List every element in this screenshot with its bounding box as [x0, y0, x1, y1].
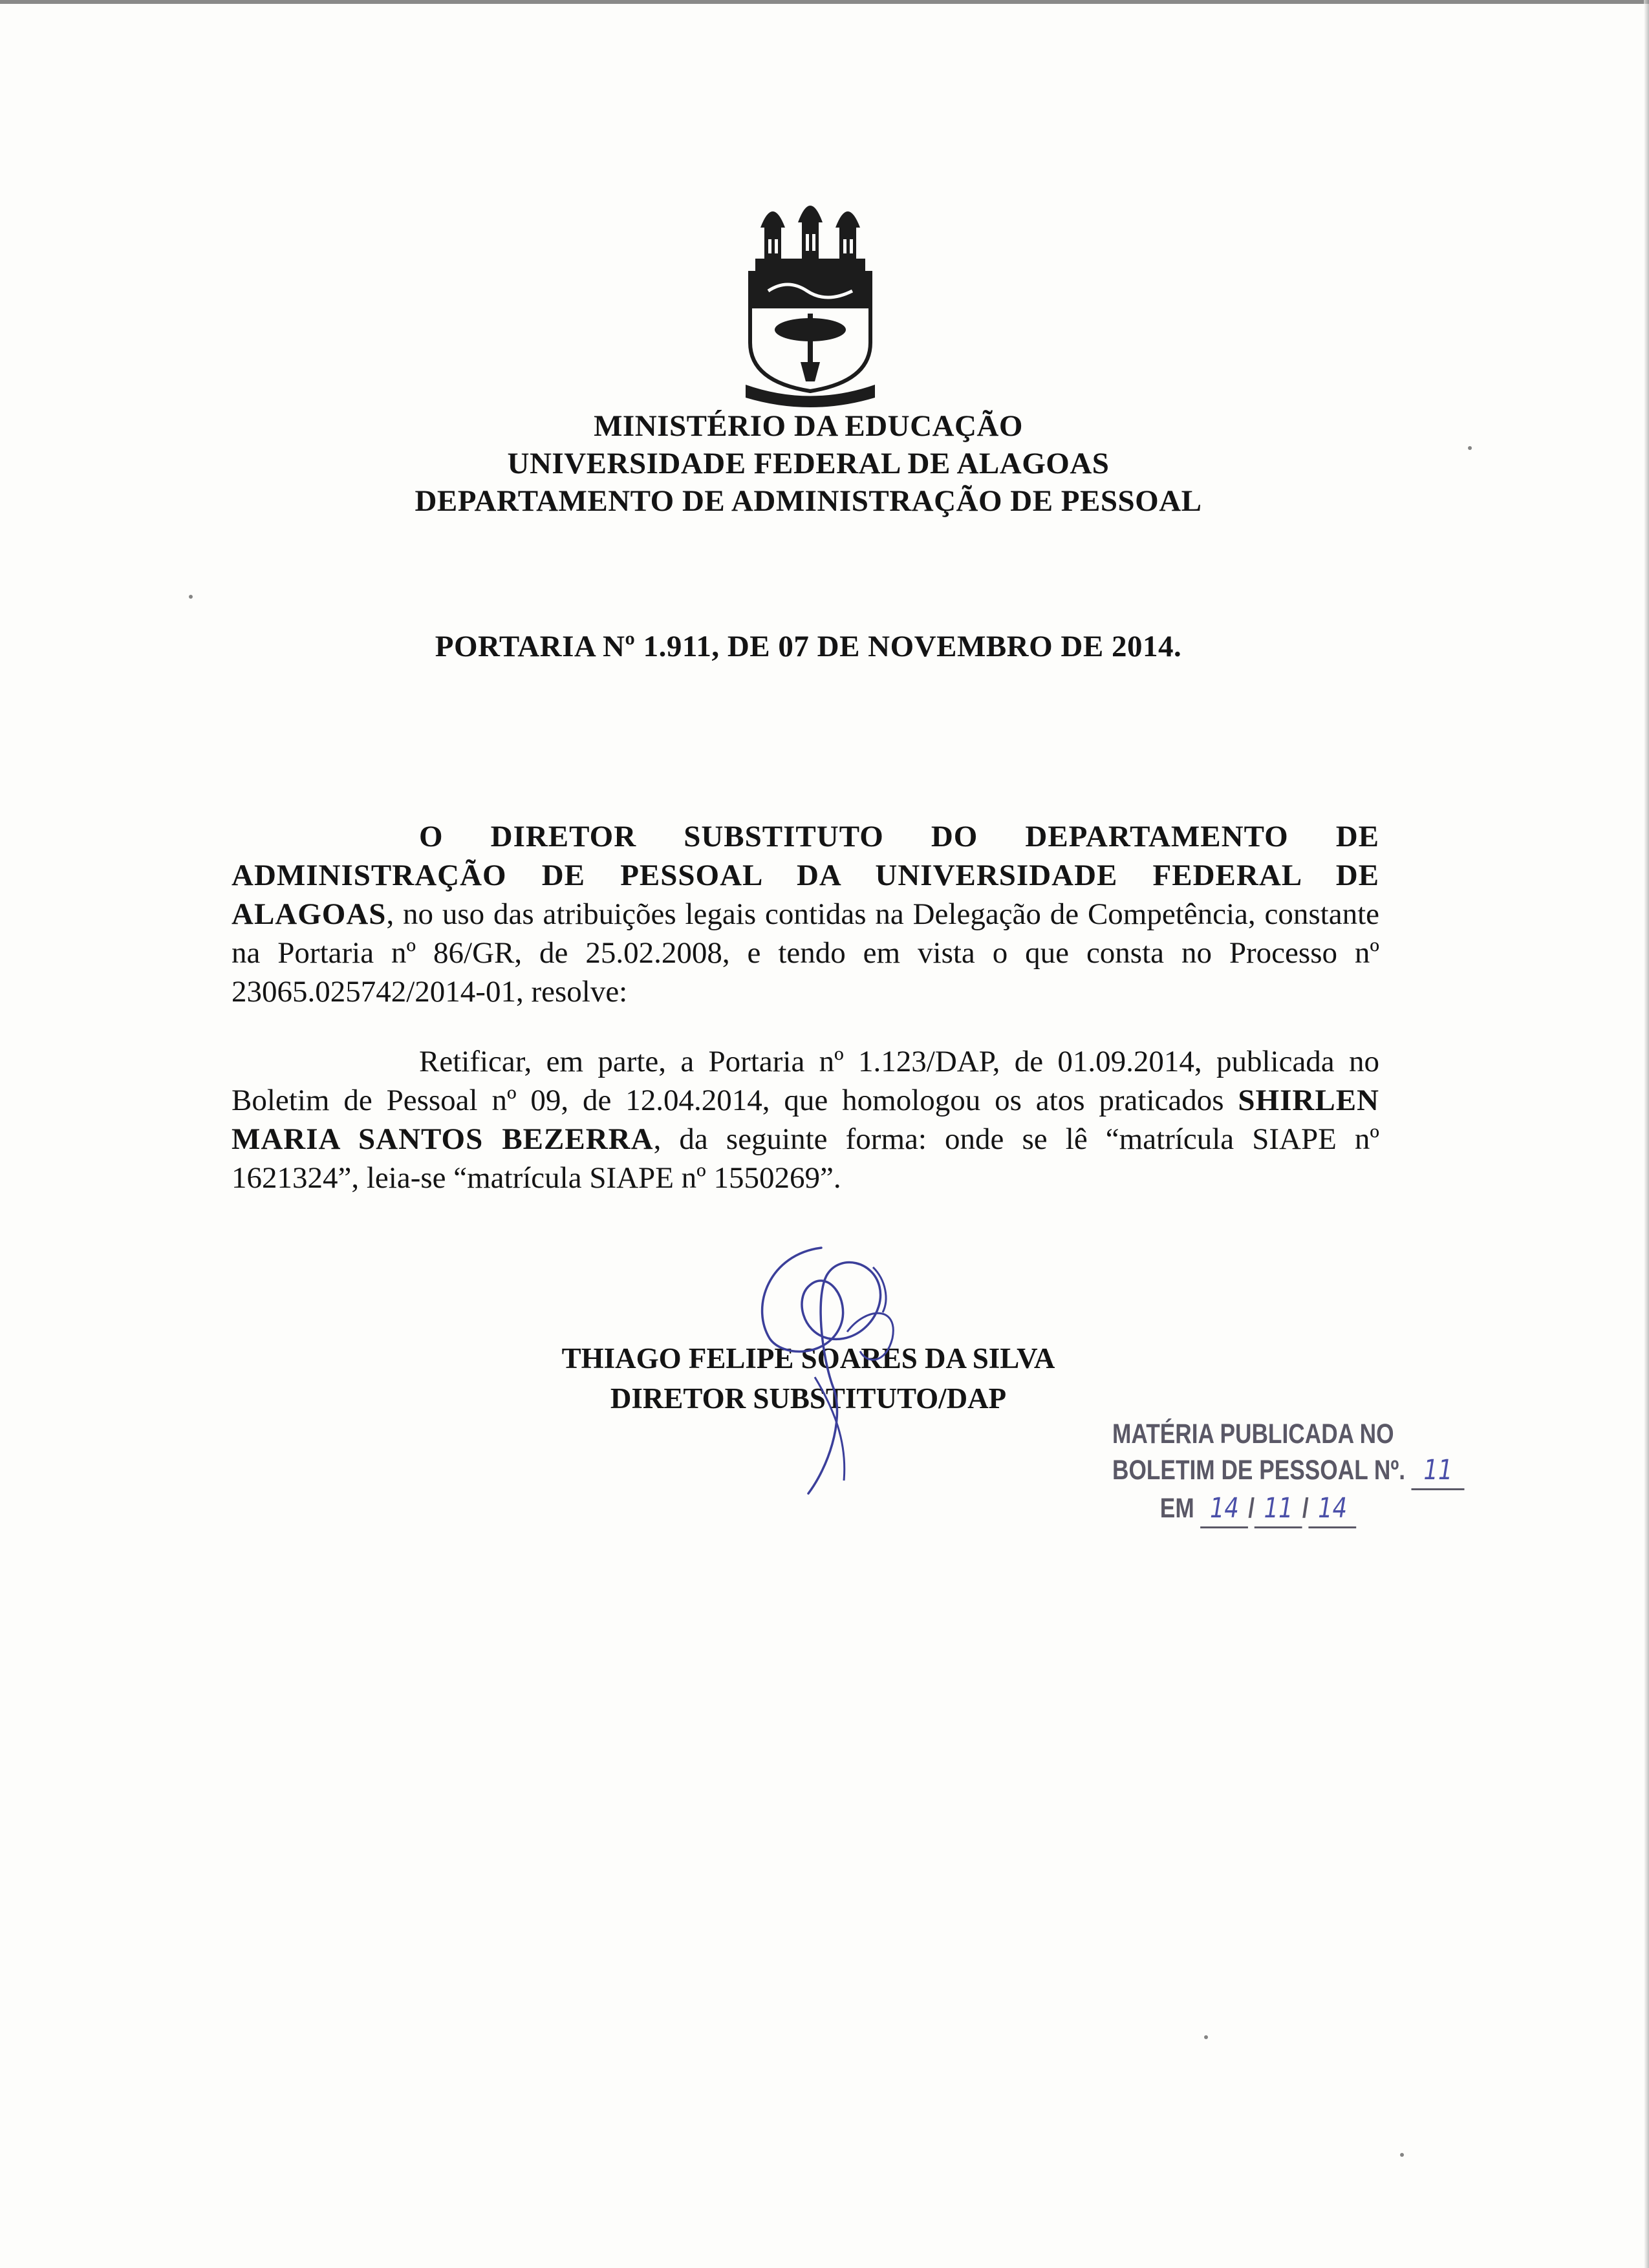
- university-crest-icon: [742, 194, 878, 407]
- scan-edge-shadow: [1644, 0, 1649, 2268]
- university-name: UNIVERSIDADE FEDERAL DE ALAGOAS: [507, 447, 1110, 480]
- preamble-authority: O DIRETOR SUBSTITUTO DO DEPARTAMENTO DE ADMINISTRAÇÃO DE PESSOAL DA UNIVERSIDADE FEDERAL DE ALAGOAS: [232, 820, 1379, 931]
- signer-role: DIRETOR SUBSTITUTO/DAP: [610, 1382, 1007, 1415]
- department-name: DEPARTAMENTO DE ADMINISTRAÇÃO DE PESSOAL: [415, 484, 1202, 518]
- resolution-paragraph: [232, 1042, 1379, 1197]
- scan-speck: [1468, 446, 1472, 450]
- preamble-text: , no uso das atribuições legais contidas na Delegação de Competência, constante na Portaria nº 86/GR, de 25.02.2008, e tendo em vista o que consta no Processo nº 23065.025742/2014-01, resolve:: [232, 897, 1379, 1009]
- scan-speck: [189, 595, 193, 599]
- resolution-text-a: Retificar, em parte, a Portaria nº 1.123/DAP, de 01.09.2014, publicada no Boletim de Pessoal nº 09, de 12.04.2014, que homologou os atos praticados: [232, 1045, 1379, 1117]
- handwritten-signature-icon: [731, 1228, 944, 1506]
- stamp-line-1: MATÉRIA PUBLICADA NO: [1112, 1418, 1394, 1450]
- signer-name: THIAGO FELIPE SOARES DA SILVA: [561, 1342, 1055, 1375]
- portaria-title: PORTARIA Nº 1.911, DE 07 DE NOVEMBRO DE 2014.: [435, 630, 1182, 663]
- preamble-paragraph: [232, 817, 1379, 1011]
- resolution-text-b: , da seguinte forma: onde se lê “matrícula SIAPE nº 1621324”, leia-se “matrícula SIAPE nº 1550269”.: [232, 1122, 1380, 1195]
- stamp-month: 11: [1255, 1490, 1302, 1528]
- publication-stamp: [1112, 1416, 1453, 1528]
- stamp-sep-2: /: [1302, 1493, 1309, 1524]
- employee-name: SHIRLEN MARIA SANTOS BEZERRA: [232, 1084, 1379, 1156]
- scan-speck: [1400, 2153, 1404, 2157]
- stamp-sep-1: /: [1248, 1493, 1255, 1524]
- stamp-line-3: [1112, 1490, 1409, 1528]
- stamp-boletim-number: 11: [1412, 1452, 1465, 1490]
- stamp-date-label: EM: [1159, 1493, 1194, 1524]
- scan-edge: [0, 0, 1649, 4]
- stamp-day: 14: [1200, 1490, 1248, 1528]
- scan-speck: [1204, 2035, 1208, 2039]
- stamp-boletim-label: BOLETIM DE PESSOAL Nº.: [1112, 1455, 1406, 1486]
- stamp-year: 14: [1309, 1490, 1357, 1528]
- document-header: [0, 407, 1617, 520]
- stamp-line-2: [1112, 1452, 1453, 1490]
- ministry-name: MINISTÉRIO DA EDUCAÇÃO: [594, 409, 1023, 443]
